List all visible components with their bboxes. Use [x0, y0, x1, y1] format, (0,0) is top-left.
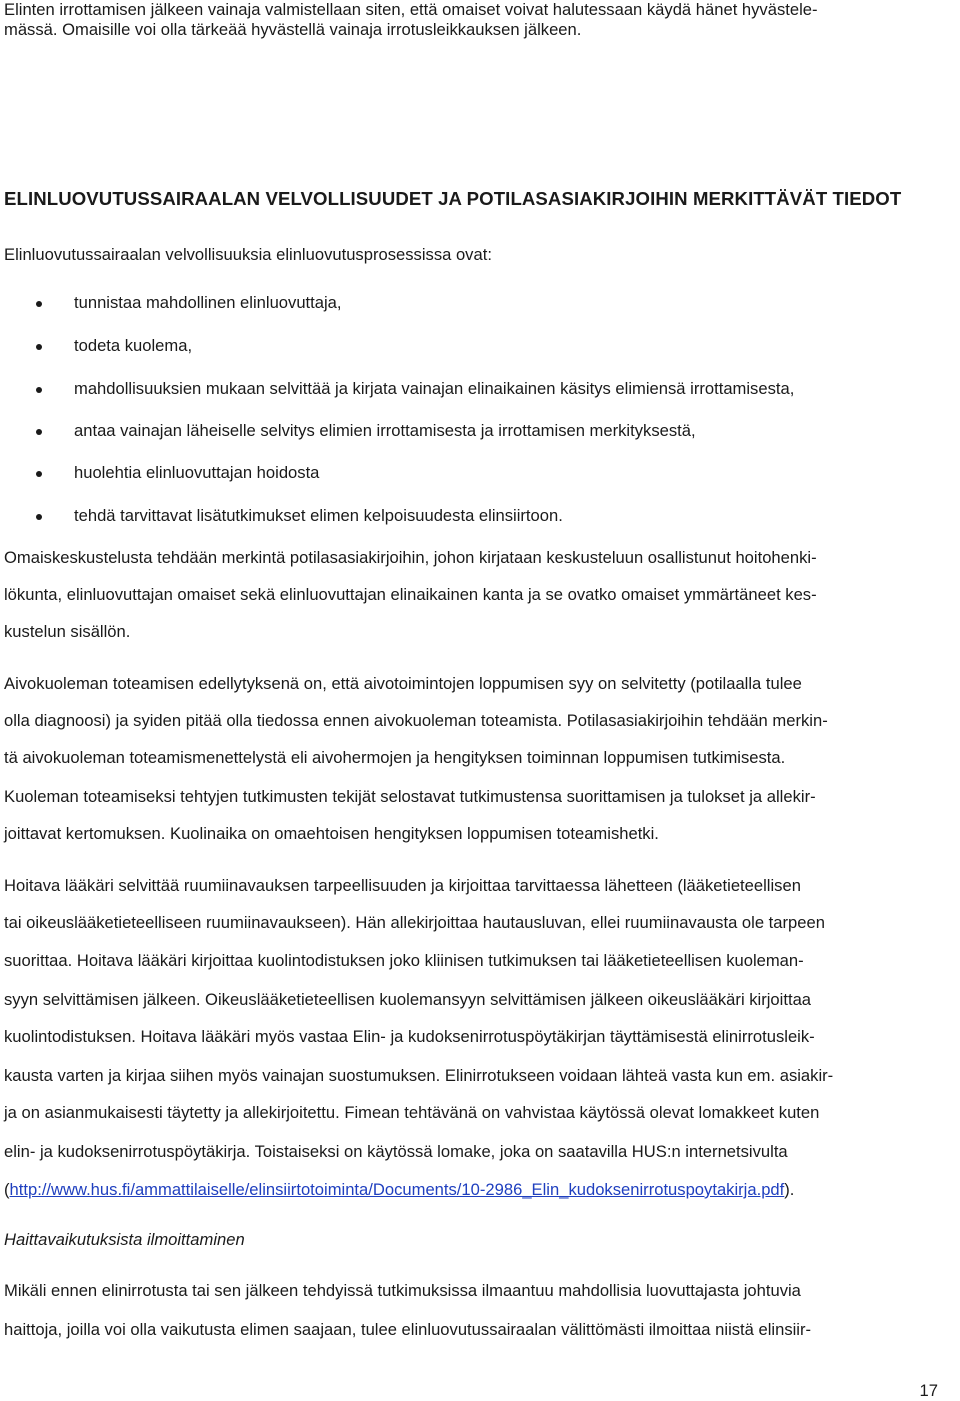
subheading: Haittavaikutuksista ilmoittaminen	[4, 1230, 245, 1249]
paragraph-line: kustelun sisällön.	[4, 622, 131, 641]
paragraph-line: syyn selvittämisen jälkeen. Oikeuslääketieteellisen kuolemansyyn selvittämisen jälkeen oikeuslääkäri kirjoittaa	[4, 990, 812, 1009]
paragraph-line: ja on asianmukaisesti täytetty ja allekirjoitettu. Fimean tehtävänä on vahvistaa käytössä olevat lomakkeet kuten	[4, 1103, 820, 1122]
paragraph-line: Hoitava lääkäri selvittää ruumiinavauksen tarpeellisuuden ja kirjoittaa tarvittaessa lähetteen (lääketieteellisen	[4, 876, 801, 895]
bullet-icon	[36, 344, 42, 350]
link-open-paren: (	[4, 1180, 10, 1199]
link-close-paren: ).	[784, 1180, 795, 1199]
list-item-text: mahdollisuuksien mukaan selvittää ja kirjata vainajan elinaikainen käsitys elimiensä irrottamisesta,	[74, 379, 795, 398]
section-heading: ELINLUOVUTUSSAIRAALAN VELVOLLISUUDET JA POTILASASIAKIRJOIHIN MERKITTÄVÄT TIEDOT	[4, 188, 902, 209]
paragraph-line: tai oikeuslääketieteelliseen ruumiinavaukseen). Hän allekirjoittaa hautausluvan, ellei ruumiinavausta ole tarpeen	[4, 913, 825, 932]
bullet-icon	[36, 471, 42, 477]
paragraph-line: Kuoleman toteamiseksi tehtyjen tutkimusten tekijät selostavat tutkimustensa suorittamisen ja tulokset ja allekir-	[4, 787, 816, 806]
paragraph-line: haittoja, joilla voi olla vaikutusta elimen saajaan, tulee elinluovutussairaalan välittömästi ilmoittaa niistä elinsiir-	[4, 1320, 812, 1339]
paragraph-line: tä aivokuoleman toteamismenettelystä eli aivohermojen ja hengityksen toiminnan loppumisen tutkimisesta.	[4, 748, 786, 767]
link-line	[4, 1180, 794, 1200]
form-document-link[interactable]: http://www.hus.fi/ammattilaiselle/elinsiirtotoiminta/Documents/10-2986_Elin_kudoksenirrotuspoytakirja.pdf	[9, 1180, 785, 1199]
intro-line-2: mässä. Omaisille voi olla tärkeää hyvästellä vainaja irrotusleikkauksen jälkeen.	[4, 20, 582, 39]
paragraph-line: kuolintodistuksen. Hoitava lääkäri myös vastaa Elin- ja kudoksenirrotuspöytäkirjan täyttämisestä elinirrotusleik-	[4, 1027, 815, 1046]
paragraph-line: olla diagnoosi) ja syiden pitää olla tiedossa ennen aivokuoleman toteamista. Potilasasiakirjoihin tehdään merkin-	[4, 711, 828, 730]
list-item-text: tunnistaa mahdollinen elinluovuttaja,	[74, 293, 342, 312]
intro-line-1: Elinten irrottamisen jälkeen vainaja valmistellaan siten, että omaiset voivat halutessaan käydä hänet hyvästele-	[4, 0, 818, 19]
list-item-text: huolehtia elinluovuttajan hoidosta	[74, 463, 320, 482]
paragraph-line: joittavat kertomuksen. Kuolinaika on omaehtoisen hengityksen loppumisen toteamishetki.	[4, 824, 659, 843]
page-number: 17	[919, 1381, 938, 1400]
bullet-icon	[36, 429, 42, 435]
paragraph-line: Mikäli ennen elinirrotusta tai sen jälkeen tehdyissä tutkimuksissa ilmaantuu mahdollisia luovuttajasta johtuvia	[4, 1281, 801, 1300]
paragraph-line: suorittaa. Hoitava lääkäri kirjoittaa kuolintodistuksen joko kliinisen tutkimuksen tai lääketieteellisen kuoleman-	[4, 951, 804, 970]
list-item-text: antaa vainajan läheiselle selvitys elimien irrottamisesta ja irrottamisen merkityksestä,	[74, 421, 696, 440]
bullet-icon	[36, 514, 42, 520]
paragraph-line: Aivokuoleman toteamisen edellytyksenä on, että aivotoimintojen loppumisen syy on selvitetty (potilaalla tulee	[4, 674, 802, 693]
lead-text: Elinluovutussairaalan velvollisuuksia elinluovutusprosessissa ovat:	[4, 245, 492, 264]
list-item-text: todeta kuolema,	[74, 336, 193, 355]
paragraph-line: Omaiskeskustelusta tehdään merkintä potilasasiakirjoihin, johon kirjataan keskusteluun osallistunut hoitohenki-	[4, 548, 817, 567]
bullet-icon	[36, 387, 42, 393]
paragraph-line: lökunta, elinluovuttajan omaiset sekä elinluovuttajan elinaikainen kanta ja se ovatko omaiset ymmärtäneet kes-	[4, 585, 817, 604]
paragraph-line: kausta varten ja kirjaa siihen myös vainajan suostumuksen. Elinirrotukseen voidaan lähteä vasta kun em. asiakir-	[4, 1066, 834, 1085]
list-item-text: tehdä tarvittavat lisätutkimukset elimen kelpoisuudesta elinsiirtoon.	[74, 506, 563, 525]
bullet-icon	[36, 301, 42, 307]
paragraph-line: elin- ja kudoksenirrotuspöytäkirja. Toistaiseksi on käytössä lomake, joka on saatavilla HUS:n internetsivulta	[4, 1142, 788, 1161]
